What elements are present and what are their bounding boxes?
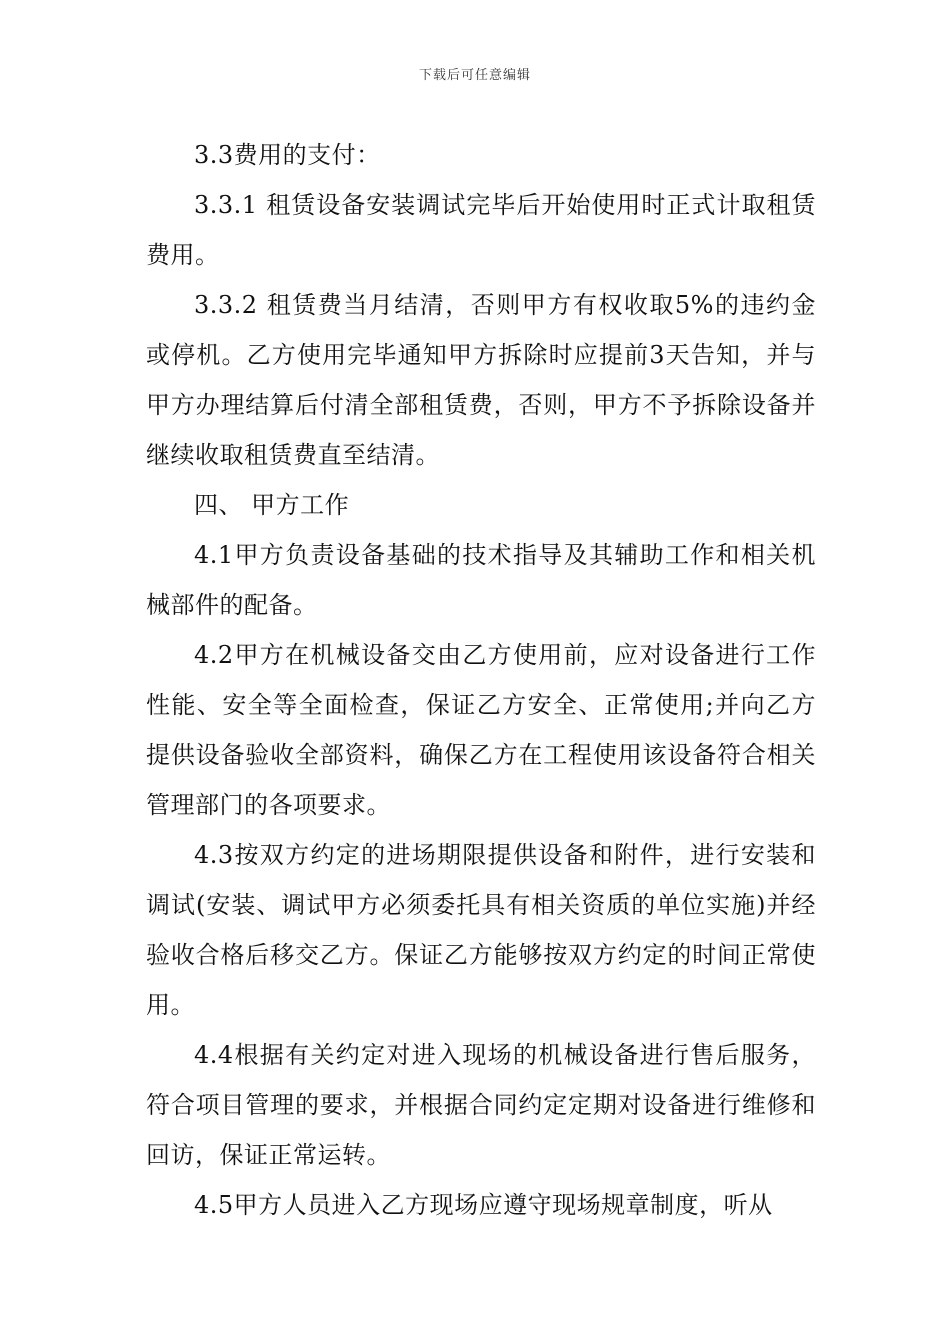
paragraph-4-4: 4.4根据有关约定对进入现场的机械设备进行售后服务，符合项目管理的要求，并根据合同约定定期对设备进行维修和回访，保证正常运转。 (146, 1041, 816, 1169)
section-heading-4: 四、 甲方工作 (194, 491, 350, 519)
document-body (146, 130, 816, 1230)
paragraph-4-2: 4.2甲方在机械设备交由乙方使用前，应对设备进行工作性能、安全等全面检查，保证乙方安全、正常使用;并向乙方提供设备验收全部资料，确保乙方在工程使用该设备符合相关管理部门的各项要求。 (146, 641, 816, 819)
page-header: 下载后可任意编辑 (418, 68, 531, 83)
paragraph-3-3: 3.3费用的支付： (194, 141, 381, 169)
paragraph-3-3-1: 3.3.1 租赁设备安装调试完毕后开始使用时正式计取租赁费用。 (146, 191, 816, 269)
paragraph-4-1: 4.1甲方负责设备基础的技术指导及其辅助工作和相关机械部件的配备。 (146, 541, 816, 619)
paragraph-4-5: 4.5甲方人员进入乙方现场应遵守现场规章制度，听从 (194, 1191, 773, 1219)
paragraph-3-3-2: 3.3.2 租赁费当月结清，否则甲方有权收取5%的违约金或停机。乙方使用完毕通知甲方拆除时应提前3天告知，并与甲方办理结算后付清全部租赁费，否则，甲方不予拆除设备并继续收取租赁费直至结清。 (146, 291, 816, 469)
paragraph-4-3: 4.3按双方约定的进场期限提供设备和附件，进行安装和调试(安装、调试甲方必须委托具有相关资质的单位实施)并经验收合格后移交乙方。保证乙方能够按双方约定的时间正常使用。 (146, 841, 816, 1019)
